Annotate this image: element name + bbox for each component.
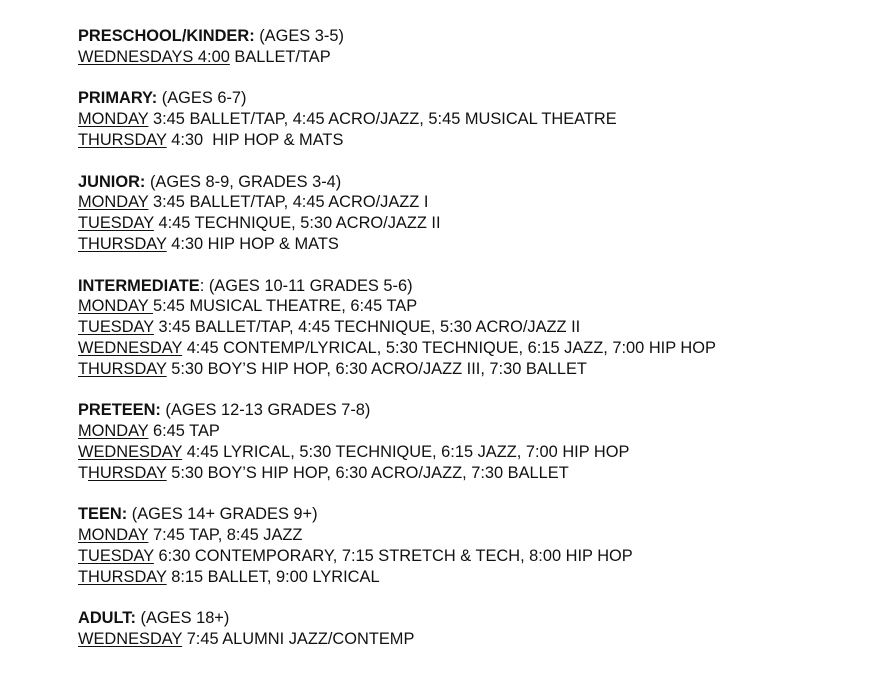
class-list: 7:45 TAP, 8:45 JAZZ (148, 526, 303, 545)
day-label: TUESDAY (78, 318, 154, 337)
schedule-row (78, 317, 878, 338)
day-label: WEDNESDAY (78, 630, 183, 649)
section-ages: (AGES 12-13 GRADES 7-8) (160, 401, 371, 420)
class-list: BALLET/TAP (229, 47, 331, 66)
class-list: 4:45 CONTEMP/LYRICAL, 5:30 TECHNIQUE, 6:15 JAZZ, 7:00 HIP HOP (182, 338, 716, 357)
class-list: 3:45 BALLET/TAP, 4:45 ACRO/JAZZ I (148, 193, 429, 212)
section-heading: PRESCHOOL/KINDER: (78, 27, 255, 45)
day-label: TUESDAY (78, 546, 154, 565)
section-heading: JUNIOR: (78, 172, 146, 191)
day-label: THURSDAY (78, 359, 167, 378)
section-preschool-kinder (78, 26, 878, 68)
class-list: 4:30 HIP HOP & MATS (166, 130, 344, 149)
schedule-row (78, 463, 878, 484)
class-list: 5:45 MUSICAL THEATRE, 6:45 TAP (152, 297, 418, 316)
section-heading: PRIMARY: (78, 89, 158, 108)
schedule-row (78, 234, 878, 255)
section-ages: (AGES 6-7) (157, 89, 247, 108)
day-label: MONDAY (78, 297, 153, 316)
section-preteen (78, 400, 878, 483)
section-heading: PRETEEN: (78, 401, 161, 420)
class-list: 3:45 BALLET/TAP, 4:45 TECHNIQUE, 5:30 ACRO/JAZZ II (153, 318, 581, 337)
section-heading: INTERMEDIATE (78, 276, 200, 295)
schedule-row (78, 442, 878, 463)
section-heading-line (78, 172, 878, 193)
day-label: MONDAY (78, 193, 149, 212)
section-ages: (AGES 18+) (135, 609, 230, 628)
schedule-row (78, 192, 878, 213)
day-label: MONDAY (78, 110, 149, 129)
schedule-row (78, 546, 878, 567)
class-list: 4:45 TECHNIQUE, 5:30 ACRO/JAZZ II (153, 214, 441, 233)
schedule-row (78, 421, 878, 442)
class-list: 4:30 HIP HOP & MATS (166, 234, 339, 253)
class-list: 6:30 CONTEMPORARY, 7:15 STRETCH & TECH, 8:00 HIP HOP (153, 546, 633, 565)
section-junior (78, 172, 878, 255)
class-list: 8:15 BALLET, 9:00 LYRICAL (166, 567, 380, 586)
class-list: 4:45 LYRICAL, 5:30 TECHNIQUE, 6:15 JAZZ, 7:00 HIP HOP (182, 442, 630, 461)
schedule-row (78, 567, 878, 588)
day-label: HURSDAY (88, 463, 167, 482)
schedule-row (78, 629, 878, 650)
day-label: TUESDAY (78, 214, 154, 233)
class-schedule-document (78, 26, 878, 671)
section-ages: (AGES 3-5) (254, 27, 344, 45)
class-list: 6:45 TAP (148, 422, 220, 441)
section-heading: ADULT: (78, 609, 136, 628)
day-label: THURSDAY (78, 567, 167, 586)
section-primary (78, 88, 878, 150)
day-label: WEDNESDAY (78, 442, 183, 461)
day-label-prefix: T (78, 463, 89, 482)
schedule-row (78, 213, 878, 234)
day-label: WEDNESDAY (78, 338, 183, 357)
class-list: 3:45 BALLET/TAP, 4:45 ACRO/JAZZ, 5:45 MUSICAL THEATRE (148, 110, 617, 129)
schedule-row (78, 109, 878, 130)
section-heading-line (78, 504, 878, 525)
section-heading-line (78, 26, 878, 47)
section-teen (78, 504, 878, 587)
section-ages: (AGES 8-9, GRADES 3-4) (145, 172, 342, 191)
section-heading-line (78, 88, 878, 109)
day-label: THURSDAY (78, 130, 167, 149)
schedule-row (78, 359, 878, 380)
day-label: THURSDAY (78, 234, 167, 253)
schedule-row (78, 338, 878, 359)
schedule-row (78, 47, 878, 68)
class-list: 7:45 ALUMNI JAZZ/CONTEMP (182, 630, 415, 649)
day-label: WEDNESDAYS 4:00 (78, 47, 230, 66)
section-heading: TEEN: (78, 505, 128, 524)
class-list: 5:30 BOY’S HIP HOP, 6:30 ACRO/JAZZ III, 7:30 BALLET (166, 359, 587, 378)
section-heading-line (78, 400, 878, 421)
schedule-row (78, 130, 878, 151)
day-label: MONDAY (78, 422, 149, 441)
day-label: MONDAY (78, 526, 149, 545)
section-ages: (AGES 14+ GRADES 9+) (127, 505, 318, 524)
schedule-row (78, 296, 878, 317)
section-intermediate (78, 276, 878, 380)
section-ages: : (AGES 10-11 GRADES 5-6) (199, 276, 413, 295)
section-heading-line (78, 276, 878, 297)
schedule-row (78, 525, 878, 546)
class-list: 5:30 BOY’S HIP HOP, 6:30 ACRO/JAZZ, 7:30 BALLET (166, 463, 569, 482)
section-adult (78, 608, 878, 650)
section-heading-line (78, 608, 878, 629)
